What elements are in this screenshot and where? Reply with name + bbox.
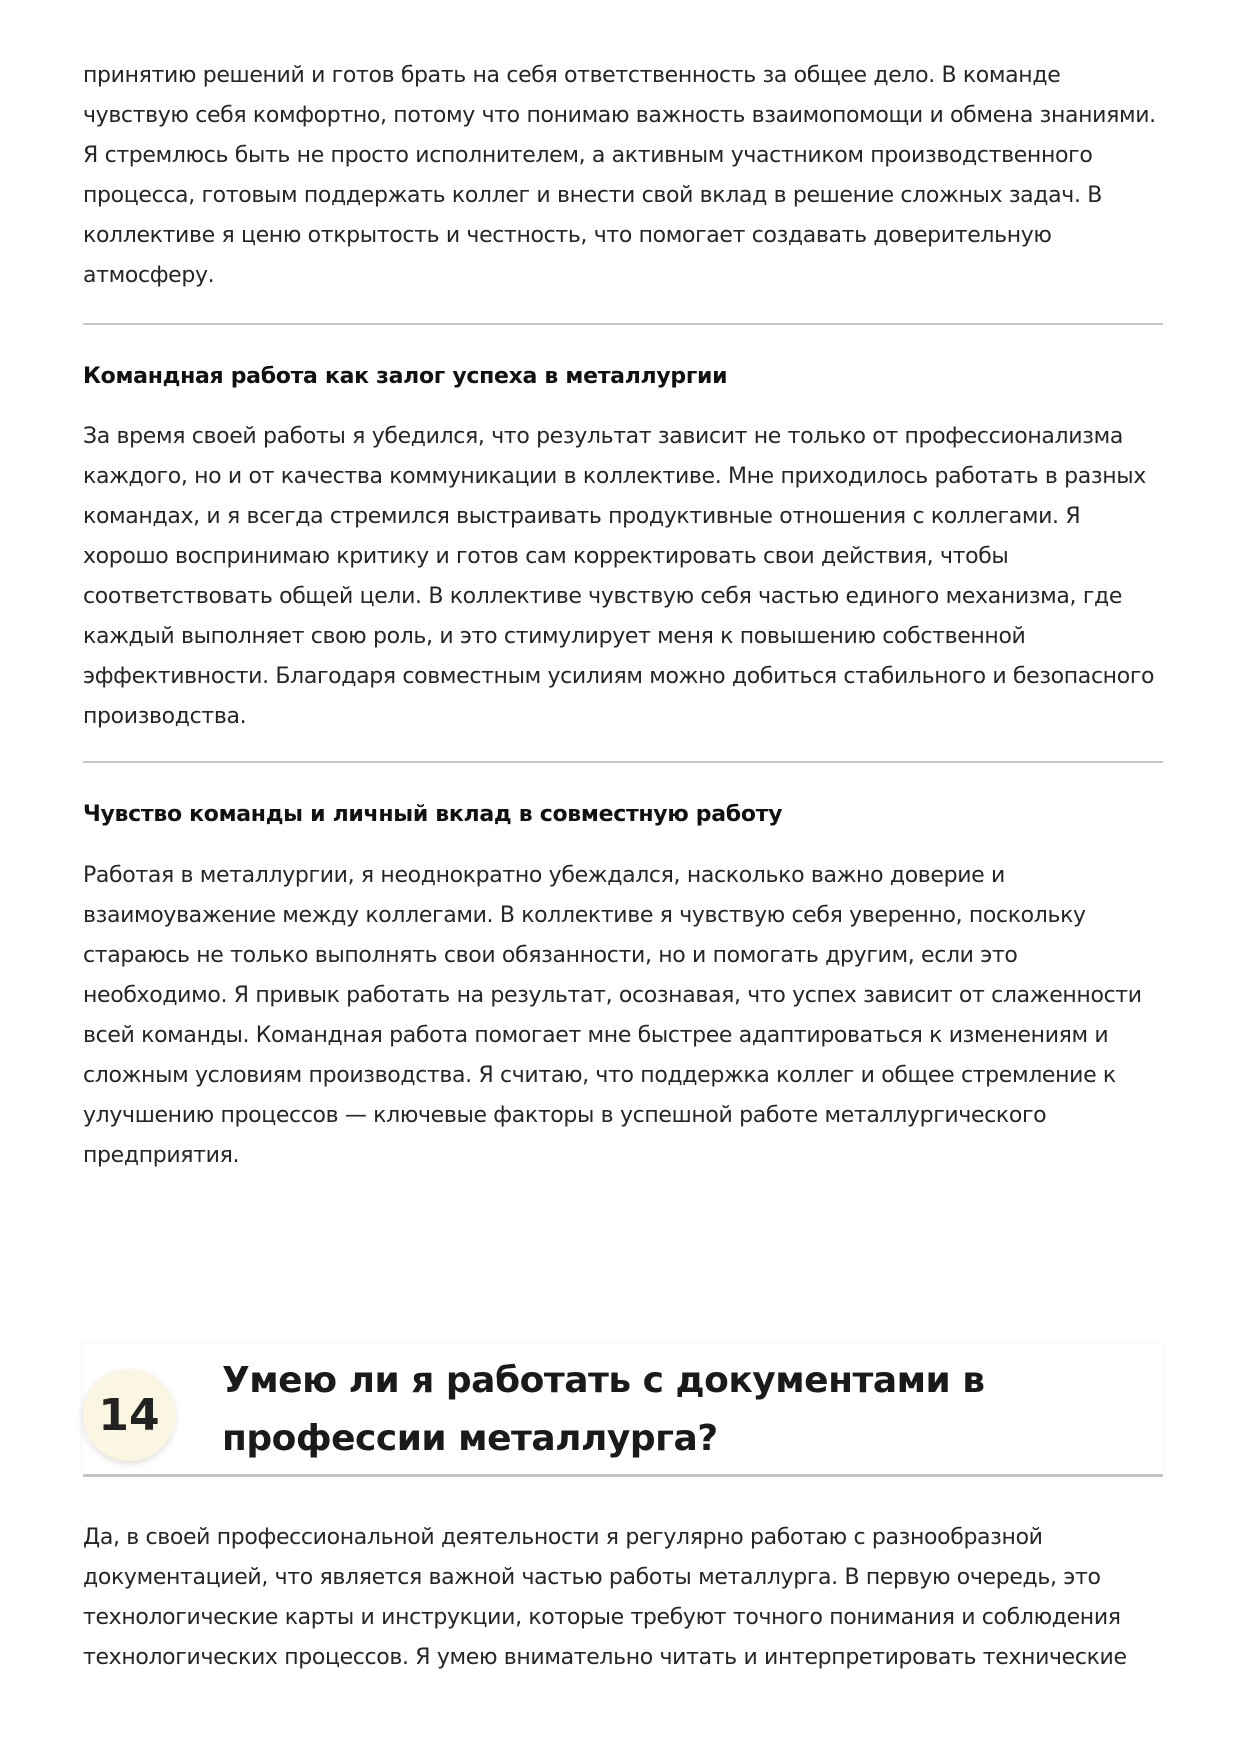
question-number-badge: 14 xyxy=(83,1369,175,1461)
question-header xyxy=(83,1344,1163,1474)
section-text-teamwork: За время своей работы я убедился, что результат зависит не только от профессионализма каждого, но и от качества коммуникации в коллективе. Мне приходилось работать в разных командах, и я всегда стремился выстраивать продуктивные отношения с коллегами. Я хорошо воспринимаю критику и готов сам корректировать свои действия, чтобы соответствовать общей цели. В коллективе чувствую себя частью единого механизма, где каждый выполняет свою роль, и это стимулирует меня к повышению собственной эффективности. Благодаря совместным усилиям можно добиться стабильного и безопасного производства. xyxy=(83,424,1155,729)
intro-paragraph: принятию решений и готов брать на себя ответственность за общее дело. В команде чувствую себя комфортно, потому что понимаю важность взаимопомощи и обмена знаниями. Я стремлюсь быть не просто исполнителем, а активным участником производственного процесса, готовым поддержать коллег и внести свой вклад в решение сложных задач. В коллективе я ценю открытость и честность, что помогает создавать доверительную атмосферу. xyxy=(83,63,1156,288)
section-heading-team-spirit: Чувство команды и личный вклад в совместную работу xyxy=(83,802,783,827)
section-text-team-spirit: Работая в металлургии, я неоднократно убеждался, насколько важно доверие и взаимоуважение между коллегами. В коллективе я чувствую себя уверенно, поскольку стараюсь не только выполнять свои обязанности, но и помогать другим, если это необходимо. Я привык работать на результат, осознавая, что успех зависит от слаженности всей команды. Командная работа помогает мне быстрее адаптироваться к изменениям и сложным условиям производства. Я считаю, что поддержка коллег и общее стремление к улучшению процессов — ключевые факторы в успешной работе металлургического предприятия. xyxy=(83,863,1142,1168)
question-answer: Да, в своей профессиональной деятельности я регулярно работаю с разнообразной документацией, что является важной частью работы металлурга. В первую очередь, это технологические карты и инструкции, которые требуют точного понимания и соблюдения технологических процессов. Я умею внимательно читать и интерпретировать технические xyxy=(83,1525,1127,1670)
question-title: Умею ли я работать с документами в профессии металлурга? xyxy=(222,1360,985,1459)
section-heading-teamwork: Командная работа как залог успеха в металлургии xyxy=(83,364,728,389)
section-divider xyxy=(83,323,1163,325)
section-divider xyxy=(83,761,1163,763)
question-underline xyxy=(83,1474,1163,1477)
